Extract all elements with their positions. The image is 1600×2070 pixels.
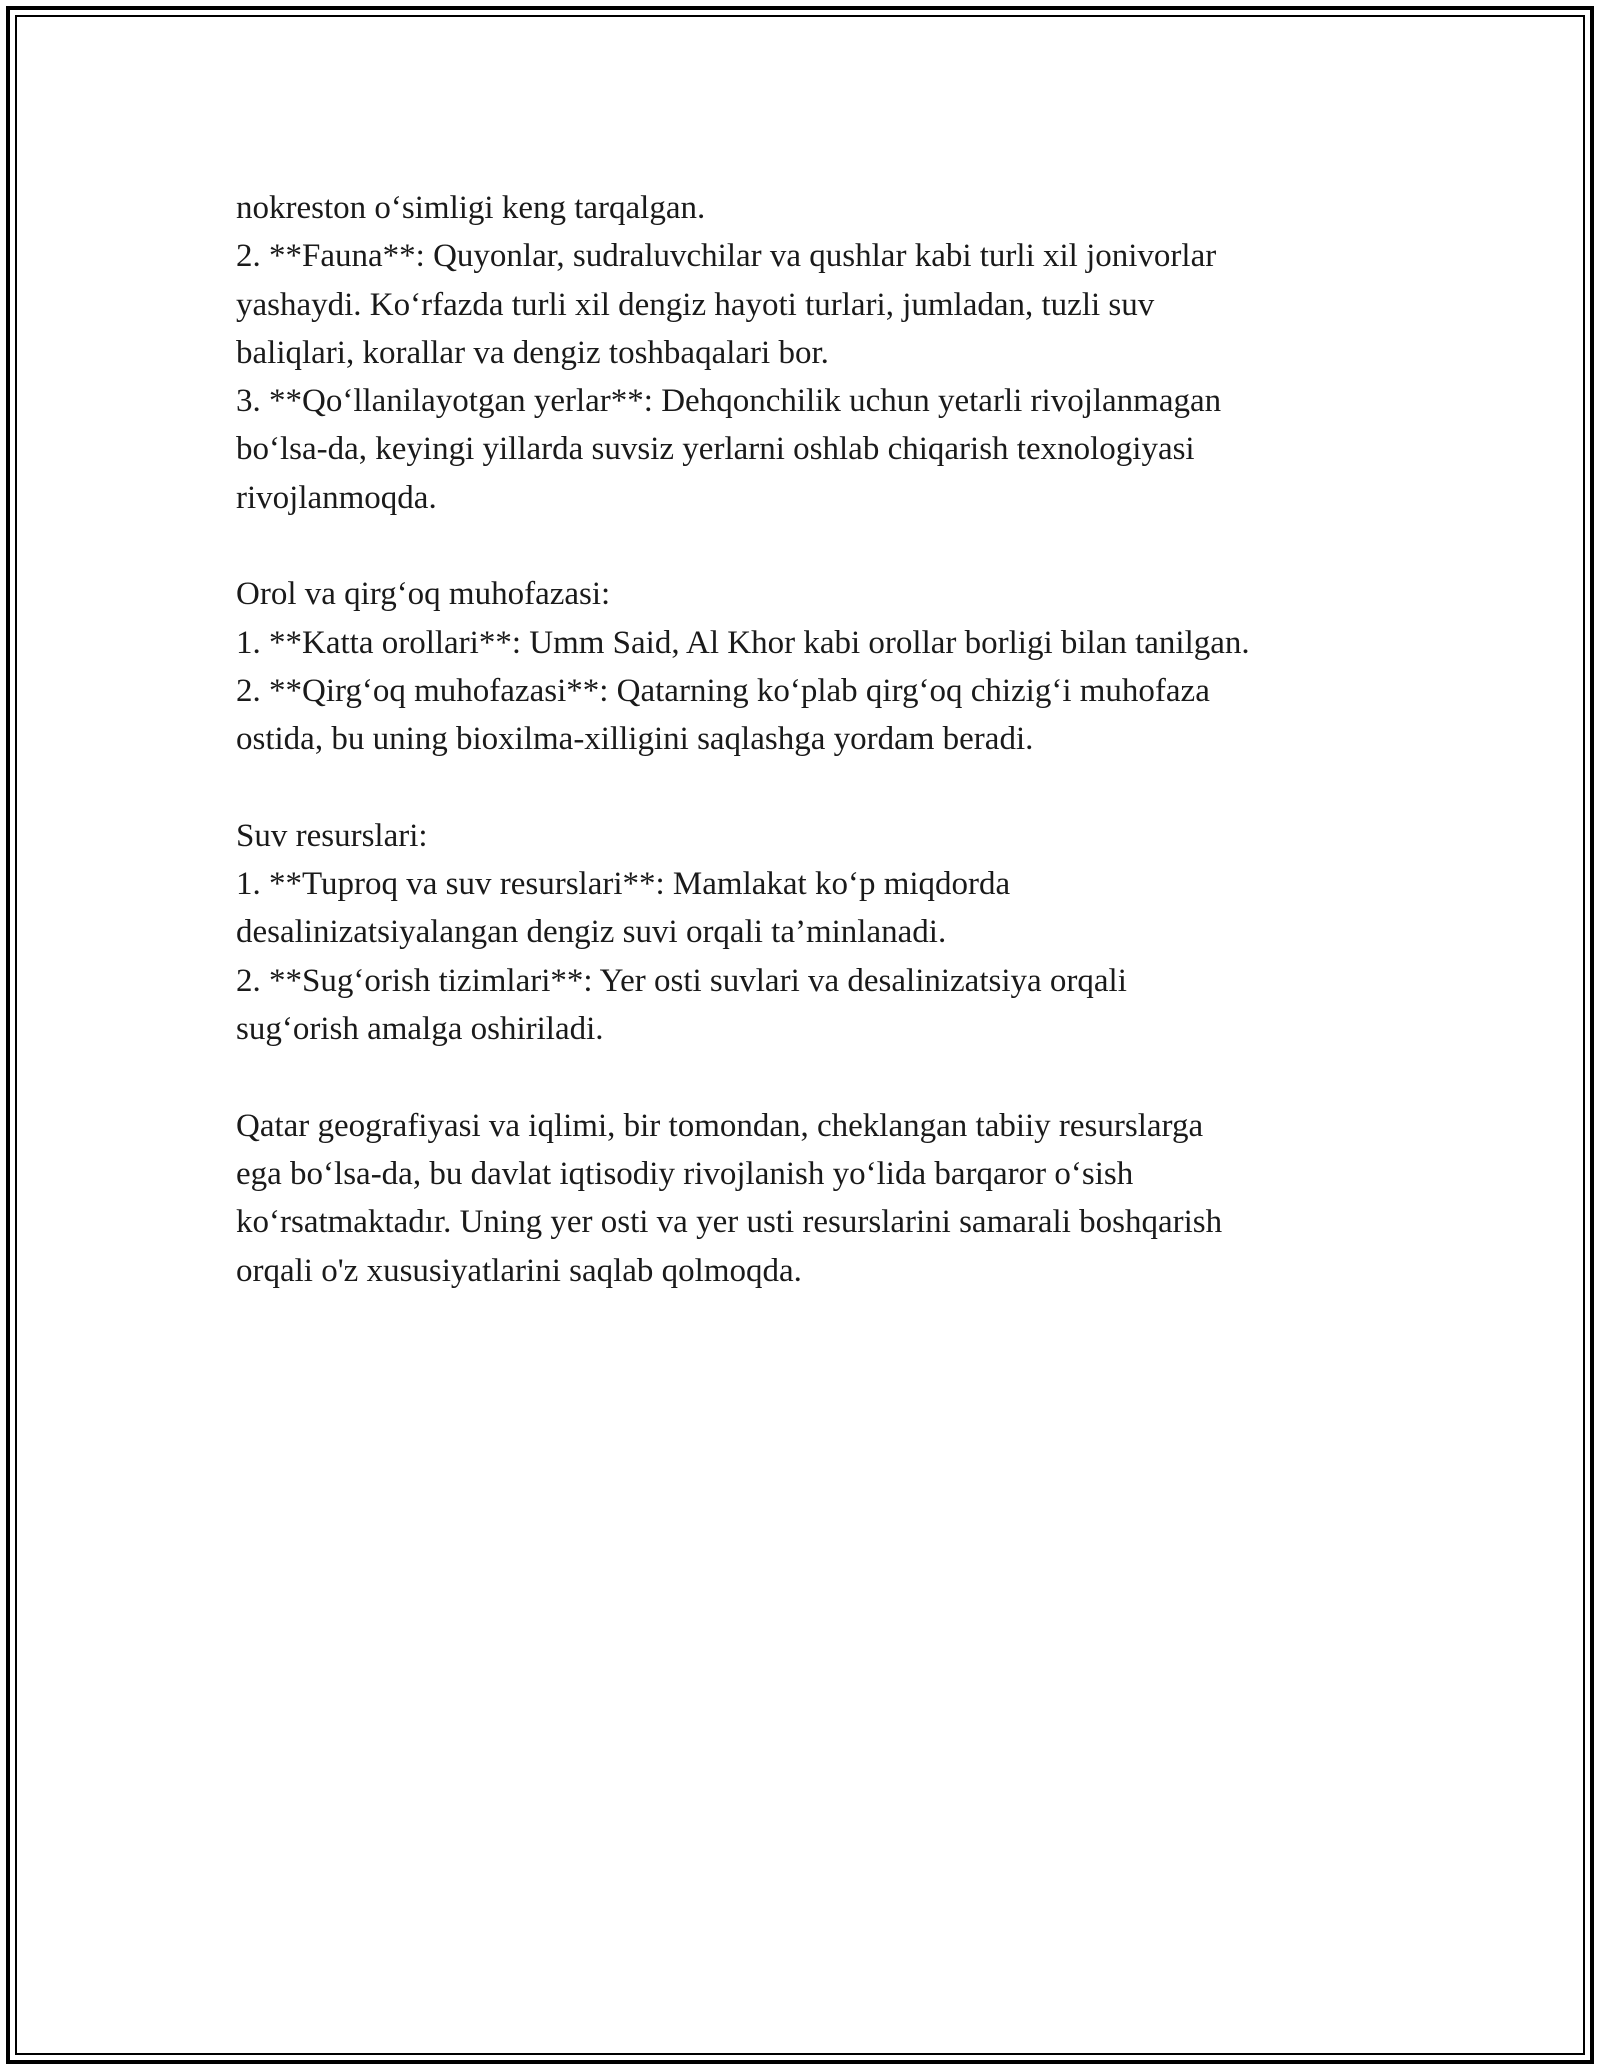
text-line: rivojlanmoqda.: [236, 479, 437, 516]
list-item-islands: 1. **Katta orollari**: Umm Said, Al Khor kabi orollar borligi bilan tanilgan.: [236, 624, 1250, 661]
text-line: orqali o'z xususiyatlarini saqlab qolmoqda.: [236, 1252, 802, 1289]
paragraph-gap: [236, 1053, 1386, 1101]
paragraph-gap: [236, 764, 1386, 812]
text-line: ega bo‘lsa-da, bu davlat iqtisodiy rivojlanish yo‘lida barqaror o‘sish: [236, 1155, 1134, 1192]
list-item-fauna: 2. **Fauna**: Quyonlar, sudraluvchilar va qushlar kabi turli xil jonivorlar: [236, 238, 1217, 275]
paragraph-gap: [236, 522, 1386, 570]
text-line: sug‘orish amalga oshiriladi.: [236, 1011, 604, 1048]
list-item-irrigation: 2. **Sug‘orish tizimlari**: Yer osti suvlari va desalinizatsiya orqali: [236, 962, 1127, 999]
text-line: ko‘rsatmaktadır. Uning yer osti va yer usti resurslarini samarali boshqarish: [236, 1204, 1223, 1241]
text-line: yashaydi. Ko‘rfazda turli xil dengiz hayoti turlari, jumladan, tuzli suv: [236, 286, 1155, 323]
list-item-land-use: 3. **Qo‘llanilayotgan yerlar**: Dehqonchilik uchun yetarli rivojlanmagan: [236, 383, 1222, 420]
text-line: ostida, bu uning bioxilma-xilligini saqlashga yordam beradi.: [236, 721, 1034, 758]
list-item-coast-protection: 2. **Qirg‘oq muhofazasi**: Qatarning ko‘plab qirg‘oq chizig‘i muhofaza: [236, 672, 1210, 709]
section-heading-islands: Orol va qirg‘oq muhofazasi:: [236, 576, 611, 613]
text-line: nokreston o‘simligi keng tarqalgan.: [236, 190, 706, 226]
text-line: desalinizatsiyalangan dengiz suvi orqali ta’minlanadi.: [236, 914, 947, 951]
section-heading-water: Suv resurslari:: [236, 817, 428, 854]
text-line: bo‘lsa-da, keyingi yillarda suvsiz yerlarni oshlab chiqarish texnologiyasi: [236, 431, 1195, 468]
document-body: [236, 184, 1386, 1295]
list-item-water-resources: 1. **Tuproq va suv resurslari**: Mamlakat ko‘p miqdorda: [236, 866, 1011, 903]
conclusion-paragraph: Qatar geografiyasi va iqlimi, bir tomondan, cheklangan tabiiy resurslarga: [236, 1107, 1204, 1144]
text-line: baliqlari, korallar va dengiz toshbaqalari bor.: [236, 334, 829, 371]
